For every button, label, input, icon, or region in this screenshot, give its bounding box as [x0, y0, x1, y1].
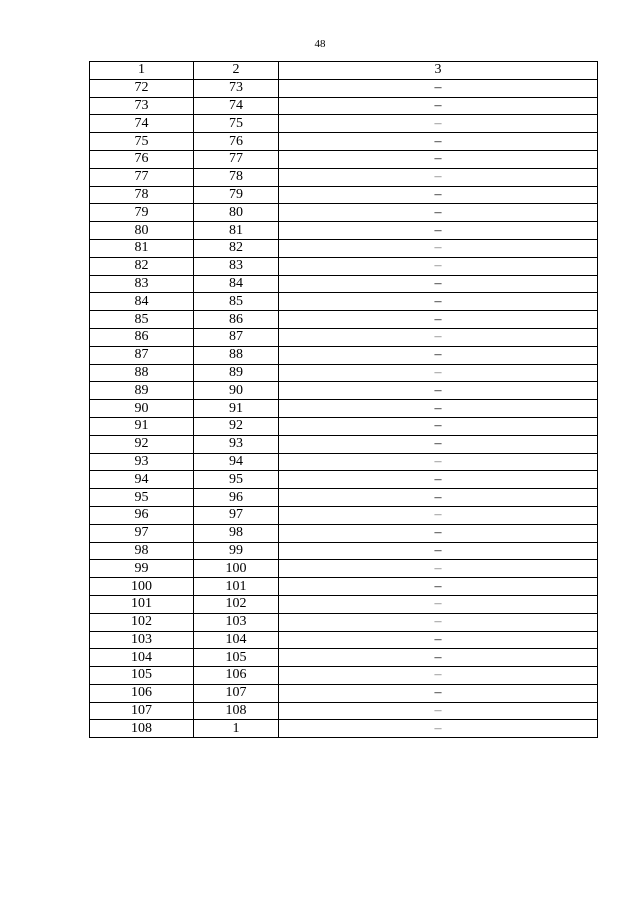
cell-col-1: 98	[90, 542, 194, 560]
cell-col-1: 100	[90, 578, 194, 596]
cell-col-2: 79	[194, 186, 279, 204]
table-row	[90, 649, 598, 667]
cell-col-1: 75	[90, 133, 194, 151]
table-row	[90, 417, 598, 435]
cell-col-3: –	[279, 364, 598, 382]
table-row	[90, 702, 598, 720]
cell-col-2: 81	[194, 222, 279, 240]
cell-col-3: –	[279, 667, 598, 685]
cell-col-1: 107	[90, 702, 194, 720]
cell-col-2: 73	[194, 79, 279, 97]
cell-col-1: 103	[90, 631, 194, 649]
table-row	[90, 275, 598, 293]
cell-col-3: –	[279, 649, 598, 667]
cell-col-1: 85	[90, 311, 194, 329]
table-row	[90, 453, 598, 471]
cell-col-3: –	[279, 417, 598, 435]
cell-col-3: –	[279, 150, 598, 168]
table-row	[90, 631, 598, 649]
cell-col-2: 76	[194, 133, 279, 151]
cell-col-3: –	[279, 79, 598, 97]
cell-col-2: 100	[194, 560, 279, 578]
cell-col-2: 82	[194, 239, 279, 257]
cell-col-3: –	[279, 542, 598, 560]
table-row	[90, 168, 598, 186]
cell-col-1: 81	[90, 239, 194, 257]
cell-col-2: 96	[194, 489, 279, 507]
table-row	[90, 115, 598, 133]
table-row	[90, 471, 598, 489]
cell-col-2: 83	[194, 257, 279, 275]
cell-col-3: –	[279, 311, 598, 329]
cell-col-1: 92	[90, 435, 194, 453]
cell-col-1: 108	[90, 720, 194, 738]
cell-col-1: 78	[90, 186, 194, 204]
cell-col-1: 80	[90, 222, 194, 240]
cell-col-1: 73	[90, 97, 194, 115]
table-row	[90, 560, 598, 578]
cell-col-3: –	[279, 115, 598, 133]
table-body	[90, 62, 598, 738]
cell-col-3: –	[279, 222, 598, 240]
cell-col-1: 105	[90, 667, 194, 685]
cell-col-3: –	[279, 578, 598, 596]
cell-col-2: 89	[194, 364, 279, 382]
cell-col-3: –	[279, 257, 598, 275]
cell-col-2: 1	[194, 720, 279, 738]
cell-col-1: 77	[90, 168, 194, 186]
cell-col-2: 95	[194, 471, 279, 489]
cell-col-2: 88	[194, 346, 279, 364]
cell-col-1: 87	[90, 346, 194, 364]
cell-col-1: 99	[90, 560, 194, 578]
table-row	[90, 667, 598, 685]
table-row	[90, 684, 598, 702]
table-row	[90, 239, 598, 257]
cell-col-2: 91	[194, 400, 279, 418]
cell-col-2: 80	[194, 204, 279, 222]
cell-col-1: 88	[90, 364, 194, 382]
cell-col-1: 89	[90, 382, 194, 400]
cell-col-1: 90	[90, 400, 194, 418]
cell-col-3: –	[279, 346, 598, 364]
cell-col-3: –	[279, 595, 598, 613]
cell-col-1: 101	[90, 595, 194, 613]
cell-col-3: –	[279, 613, 598, 631]
cell-col-1: 84	[90, 293, 194, 311]
cell-col-2: 77	[194, 150, 279, 168]
table-row	[90, 382, 598, 400]
table-row	[90, 524, 598, 542]
column-header-3: 3	[279, 62, 598, 80]
cell-col-2: 97	[194, 506, 279, 524]
table-row	[90, 613, 598, 631]
column-header-1: 1	[90, 62, 194, 80]
cell-col-1: 83	[90, 275, 194, 293]
cell-col-1: 95	[90, 489, 194, 507]
cell-col-1: 91	[90, 417, 194, 435]
table-row	[90, 311, 598, 329]
cell-col-3: –	[279, 684, 598, 702]
table-row	[90, 97, 598, 115]
cell-col-3: –	[279, 631, 598, 649]
table-row	[90, 204, 598, 222]
cell-col-3: –	[279, 435, 598, 453]
table-row	[90, 720, 598, 738]
table-row	[90, 489, 598, 507]
cell-col-2: 102	[194, 595, 279, 613]
cell-col-3: –	[279, 400, 598, 418]
table-row	[90, 506, 598, 524]
data-table	[89, 61, 598, 738]
table-row	[90, 346, 598, 364]
cell-col-2: 108	[194, 702, 279, 720]
cell-col-1: 94	[90, 471, 194, 489]
cell-col-1: 82	[90, 257, 194, 275]
table-row	[90, 400, 598, 418]
table-row	[90, 133, 598, 151]
cell-col-3: –	[279, 524, 598, 542]
cell-col-3: –	[279, 489, 598, 507]
cell-col-3: –	[279, 133, 598, 151]
cell-col-2: 105	[194, 649, 279, 667]
cell-col-2: 104	[194, 631, 279, 649]
table-row	[90, 595, 598, 613]
cell-col-3: –	[279, 702, 598, 720]
cell-col-3: –	[279, 720, 598, 738]
table-row	[90, 150, 598, 168]
cell-col-2: 87	[194, 328, 279, 346]
page-number: 48	[314, 38, 326, 50]
cell-col-1: 102	[90, 613, 194, 631]
cell-col-2: 74	[194, 97, 279, 115]
cell-col-3: –	[279, 275, 598, 293]
cell-col-1: 106	[90, 684, 194, 702]
cell-col-2: 98	[194, 524, 279, 542]
cell-col-2: 103	[194, 613, 279, 631]
column-header-2: 2	[194, 62, 279, 80]
cell-col-2: 106	[194, 667, 279, 685]
cell-col-3: –	[279, 328, 598, 346]
cell-col-2: 78	[194, 168, 279, 186]
cell-col-3: –	[279, 168, 598, 186]
cell-col-1: 96	[90, 506, 194, 524]
cell-col-3: –	[279, 506, 598, 524]
table-row	[90, 328, 598, 346]
table-row	[90, 542, 598, 560]
cell-col-3: –	[279, 97, 598, 115]
cell-col-3: –	[279, 204, 598, 222]
cell-col-2: 92	[194, 417, 279, 435]
cell-col-1: 86	[90, 328, 194, 346]
table-row	[90, 364, 598, 382]
cell-col-2: 86	[194, 311, 279, 329]
table-header-row	[90, 62, 598, 80]
cell-col-1: 76	[90, 150, 194, 168]
cell-col-1: 79	[90, 204, 194, 222]
cell-col-2: 94	[194, 453, 279, 471]
cell-col-2: 85	[194, 293, 279, 311]
cell-col-3: –	[279, 382, 598, 400]
table-row	[90, 435, 598, 453]
cell-col-1: 97	[90, 524, 194, 542]
table-row	[90, 293, 598, 311]
cell-col-1: 74	[90, 115, 194, 133]
cell-col-2: 75	[194, 115, 279, 133]
cell-col-3: –	[279, 186, 598, 204]
cell-col-3: –	[279, 560, 598, 578]
cell-col-3: –	[279, 471, 598, 489]
table-row	[90, 79, 598, 97]
table-row	[90, 186, 598, 204]
cell-col-2: 101	[194, 578, 279, 596]
cell-col-3: –	[279, 239, 598, 257]
cell-col-1: 104	[90, 649, 194, 667]
cell-col-3: –	[279, 453, 598, 471]
cell-col-2: 107	[194, 684, 279, 702]
cell-col-1: 93	[90, 453, 194, 471]
cell-col-2: 84	[194, 275, 279, 293]
cell-col-2: 99	[194, 542, 279, 560]
table-row	[90, 222, 598, 240]
cell-col-2: 93	[194, 435, 279, 453]
table-row	[90, 578, 598, 596]
cell-col-3: –	[279, 293, 598, 311]
cell-col-2: 90	[194, 382, 279, 400]
table-row	[90, 257, 598, 275]
cell-col-1: 72	[90, 79, 194, 97]
